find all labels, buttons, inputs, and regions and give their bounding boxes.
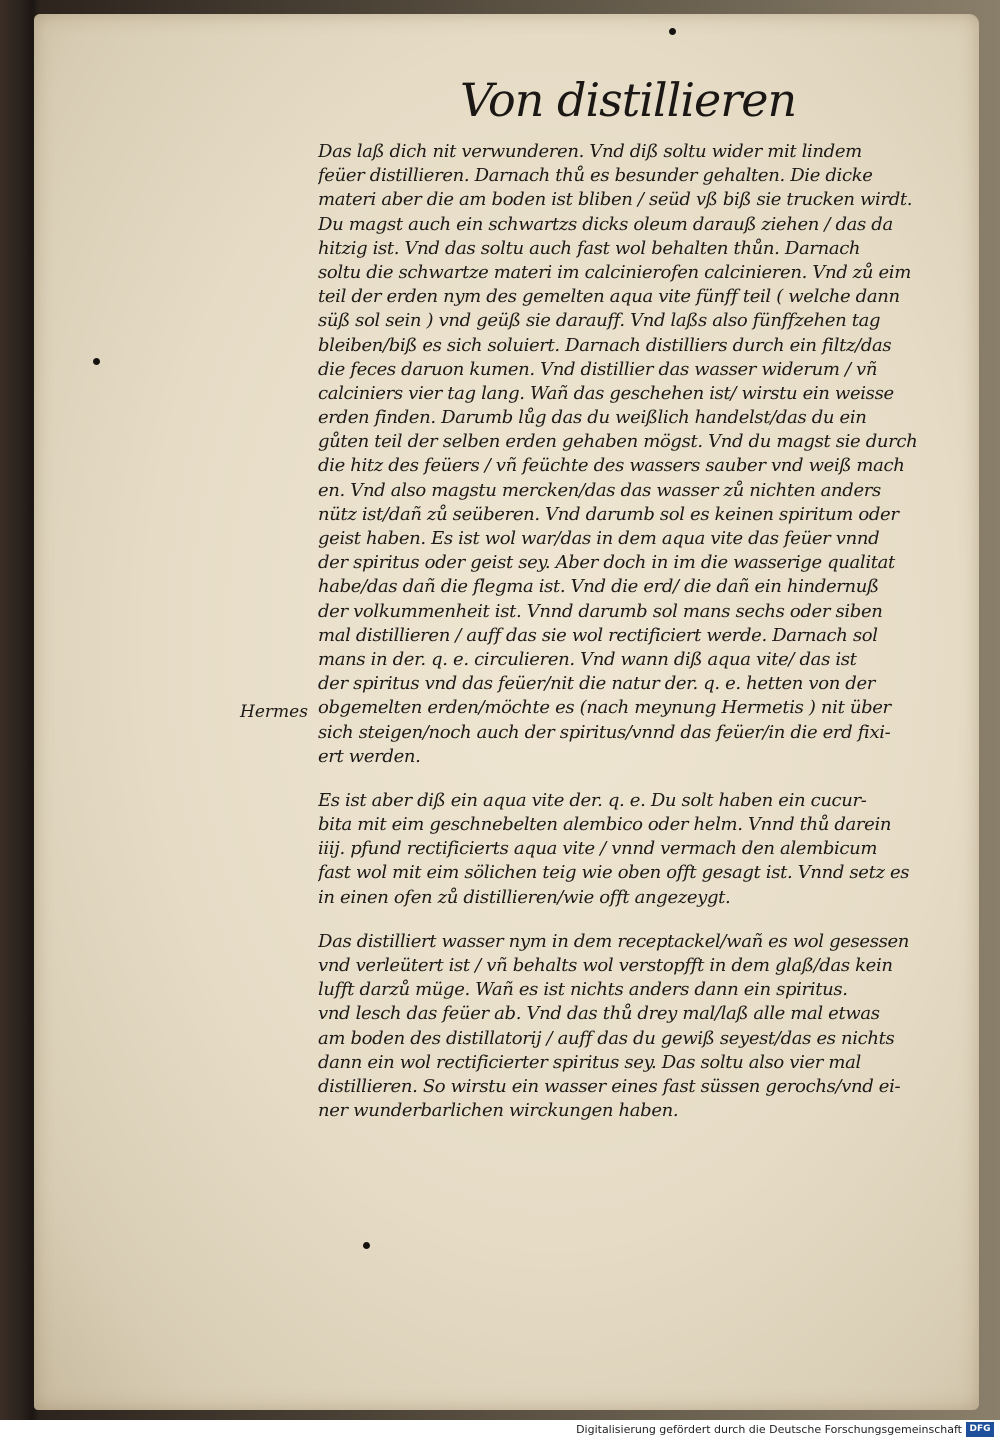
text-line: am boden des distillatorij / auff das du gewiß seyest/das es nichts [318, 1027, 895, 1049]
text-line: Das laß dich nit verwunderen. Vnd diß soltu wider mit lindem [318, 141, 862, 162]
text-line: en. Vnd also magstu mercken/das das wasser zů nichten anders [318, 479, 881, 501]
text-line: in einen ofen zů distillieren/wie offt angezeygt. [318, 886, 731, 908]
text-line: feüer distillieren. Darnach thů es besunder gehalten. Die dicke [318, 165, 873, 187]
text-line: calciniers vier tag lang. Wañ das geschehen ist/ wirstu ein weisse [318, 382, 894, 404]
body-text [318, 140, 946, 1123]
paragraph [318, 140, 946, 769]
funding-credit: Digitalisierung gefördert durch die Deutsche Forschungsgemeinschaft [576, 1423, 962, 1436]
text-line: Es ist aber diß ein aqua vite der. q. e. Du solt haben ein cucur- [318, 789, 867, 811]
text-line: Das distilliert wasser nym in dem receptackel/wañ es wol gesessen [318, 930, 910, 952]
page-heading: Von distillieren [460, 73, 797, 127]
text-line: lufft darzů müge. Wañ es ist nichts anders dann ein spiritus. [318, 979, 848, 1001]
text-line: nütz ist/dañ zů seüberen. Vnd darumb sol es keinen spiritum oder [318, 503, 899, 525]
text-line: mans in der. q. e. circulieren. Vnd wann diß aqua vite/ das ist [318, 648, 857, 670]
text-line: vnd lesch das feüer ab. Vnd das thů drey mal/laß alle mal etwas [318, 1003, 880, 1025]
text-line: iiij. pfund rectificierts aqua vite / vnnd vermach den alembicum [318, 838, 878, 860]
footer-bar [0, 1420, 1000, 1440]
ink-dot-bottom [363, 1242, 370, 1249]
text-line: die feces daruon kumen. Vnd distillier das wasser widerum / vñ [318, 358, 878, 380]
text-line: materi aber die am boden ist bliben / seüd vß biß sie trucken wirdt. [318, 189, 913, 211]
text-line: der spiritus vnd das feüer/nit die natur der. q. e. hetten von der [318, 673, 876, 695]
text-line: erden finden. Darumb lůg das du weißlich handelst/das du ein [318, 407, 867, 429]
text-line: habe/das dañ die flegma ist. Vnd die erd/ die dañ ein hindernuß [318, 576, 879, 598]
text-line: vnd verleütert ist / vñ behalts wol verstopfft in dem glaß/das kein [318, 955, 893, 976]
text-line: teil der erden nym des gemelten aqua vite fünff teil ( welche dann [318, 286, 900, 308]
text-line: dann ein wol rectificierter spiritus sey. Das soltu also vier mal [318, 1051, 861, 1073]
text-line: Du magst auch ein schwartzs dicks oleum darauß ziehen / das da [318, 213, 893, 235]
text-line: süß sol sein ) vnd geüß sie darauff. Vnd laßs also fünffzehen tag [318, 310, 881, 332]
text-line: bita mit eim geschnebelten alembico oder helm. Vnnd thů darein [318, 814, 892, 836]
text-line: distillieren. So wirstu ein wasser eines fast süssen gerochs/vnd ei- [318, 1075, 901, 1097]
text-line: der spiritus oder geist sey. Aber doch in im die wasserige qualitat [318, 552, 895, 574]
paragraph [318, 789, 946, 910]
text-line: obgemelten erden/möchte es (nach meynung Hermetis ) nit über [318, 697, 891, 719]
text-line: geist haben. Es ist wol war/das in dem aqua vite das feüer vnnd [318, 528, 880, 549]
marginal-note: Hermes [240, 702, 308, 722]
text-line: bleiben/biß es sich soluiert. Darnach distilliers durch ein filtz/das [318, 334, 892, 356]
text-line: fast wol mit eim sölichen teig wie oben offt gesagt ist. Vnnd setz es [318, 862, 910, 884]
text-line: soltu die schwartze materi im calcinierofen calcinieren. Vnd zů eim [318, 261, 911, 283]
text-line: ert werden. [318, 745, 421, 767]
text-line: hitzig ist. Vnd das soltu auch fast wol behalten thůn. Darnach [318, 237, 861, 259]
paragraph [318, 930, 946, 1124]
text-line: die hitz des feüers / vñ feüchte des wassers sauber vnd weiß mach [318, 455, 905, 477]
text-line: ner wunderbarlichen wirckungen haben. [318, 1100, 679, 1122]
ink-dot-left [93, 358, 100, 365]
ink-dot-top [669, 28, 676, 35]
text-line: gůten teil der selben erden gehaben mögst. Vnd du magst sie durch [318, 431, 918, 453]
text-line: sich steigen/noch auch der spiritus/vnnd das feüer/in die erd fixi- [318, 721, 891, 743]
text-line: der volkummenheit ist. Vnnd darumb sol mans sechs oder siben [318, 600, 883, 622]
dfg-logo: DFG [966, 1422, 994, 1437]
text-line: mal distillieren / auff das sie wol rectificiert werde. Darnach sol [318, 624, 878, 646]
